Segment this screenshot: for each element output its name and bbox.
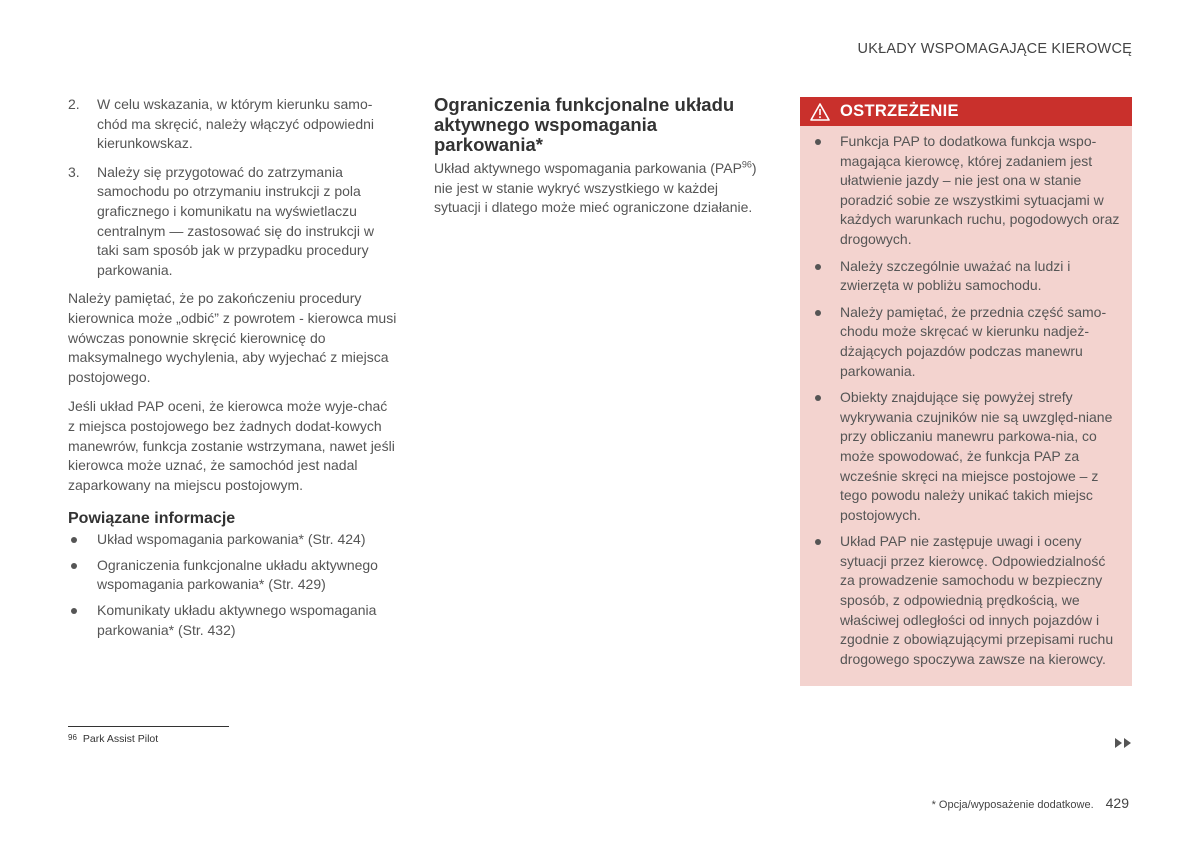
warning-item: Układ PAP nie zastępuje uwagi i oceny sytuacji przez kierowcę. Odpowiedzialność za prowadzenie samochodu w bezpieczny sposób, z odpowiednią prędkością, we właściwej odległości od innych pojazdów i zgodnie z obowiązującymi przepisami ruchu drogowego spoczywa zawsze na kierowcy. [812, 532, 1120, 669]
bullet-icon [815, 395, 821, 401]
bullet-icon [71, 563, 77, 569]
related-link[interactable]: Komunikaty układu aktywnego wspomagania parkowania* (Str. 432) [68, 601, 398, 640]
footnote-text: Park Assist Pilot [82, 733, 159, 745]
step-number: 2. [68, 96, 80, 112]
page-footer [932, 795, 1129, 811]
footnote-divider [68, 726, 229, 727]
bullet-icon [815, 264, 821, 270]
step-number: 3. [68, 163, 80, 180]
warning-item: Należy szczególnie uważać na ludzi i zwierzęta w pobliżu samochodu. [812, 257, 1120, 296]
related-link[interactable]: Układ wspomagania parkowania* (Str. 424) [68, 530, 398, 550]
warning-item: Należy pamiętać, że przednia część samo-chodu może skręcać w kierunku nadjeż-dżających pojazdów podczas manewru parkowania. [812, 303, 1120, 381]
warning-box [800, 97, 1132, 686]
paragraph-steering-rebound: Należy pamiętać, że po zakończeniu procedury kierownica może „odbić” z powrotem - kierowca musi wówczas ponownie skręcić kierownicę do maksymalnego wychylenia, aby wyjechać z miejsca postojowego. [68, 290, 397, 385]
bullet-icon [71, 608, 77, 614]
double-triangle-right-icon [1114, 737, 1132, 749]
left-column [68, 95, 398, 646]
related-info-heading: Powiązane informacje [68, 510, 236, 528]
footnote-number: 96 [68, 733, 77, 742]
step-text: Należy się przygotować do zatrzymania samochodu po otrzymaniu instrukcji z pola graficznego i komunikatu na wyświetlaczu centralnym — zastosować się do instrukcji w taki sam sposób jak w przypadku procedury parkowania. [97, 163, 374, 278]
option-note: * Opcja/wyposażenie dodatkowe. [931, 799, 1094, 811]
step-item [68, 163, 398, 281]
paragraph-function-stopped: Jeśli układ PAP oceni, że kierowca może wyje-chać z miejsca postojowego bez żadnych dodat-kowych manewrów, funkcja zostanie wstrzymana, nawet jeśli kierowca może uznać, że samochód jest nadal zaparkowany na miejscu postojowym. [68, 398, 395, 493]
middle-column [434, 95, 764, 218]
related-links-list [68, 530, 398, 640]
bullet-icon [71, 537, 77, 543]
warning-title: OSTRZEŻENIE [840, 102, 959, 120]
bullet-icon [815, 139, 821, 145]
steps-list [68, 95, 398, 280]
warning-list [800, 126, 1132, 669]
warning-header [800, 97, 1132, 126]
related-link[interactable]: Ograniczenia funkcjonalne układu aktywnego wspomagania parkowania* (Str. 429) [68, 556, 398, 595]
warning-item: Obiekty znajdujące się powyżej strefy wykrywania czujników nie są uwzględ-niane przy obliczaniu manewru parkowa-nia, co może spowodować, że funkcja PAP za wcześnie skręci na miejsce postojowe – z tego powodu należy unikać takich miejsc postojowych. [812, 388, 1120, 525]
bullet-icon [815, 310, 821, 316]
bullet-icon [815, 539, 821, 545]
page-number: 429 [1105, 795, 1129, 811]
section-title: UKŁADY WSPOMAGAJĄCE KIEROWCĘ [857, 41, 1132, 57]
step-text: W celu wskazania, w którym kierunku samo-chód ma skręcić, należy włączyć odpowiedni kierunkowskaz. [97, 96, 375, 152]
warning-item: Funkcja PAP to dodatkowa funkcja wspo-magająca kierowcę, której zadaniem jest ułatwienie jazdy – nie jest ona w stanie poradzić sobie ze wszystkimi sytuacjami w każdych warunkach ruchu, pogodowych oraz drogowych. [812, 132, 1120, 250]
footnote-ref[interactable]: 96 [741, 159, 752, 170]
footnote [68, 733, 158, 745]
warning-triangle-icon [800, 103, 840, 121]
step-item [68, 95, 398, 154]
limitations-heading: Ograniczenia funkcjonalne układu aktywnego wspomagania parkowania* [434, 94, 735, 155]
limitations-paragraph: Układ aktywnego wspomagania parkowania (PAP$^{96}$) nie jest w stanie wykryć wszystkiego w każdej sytuacji i dlatego może mieć ograniczone działanie. [434, 159, 757, 216]
